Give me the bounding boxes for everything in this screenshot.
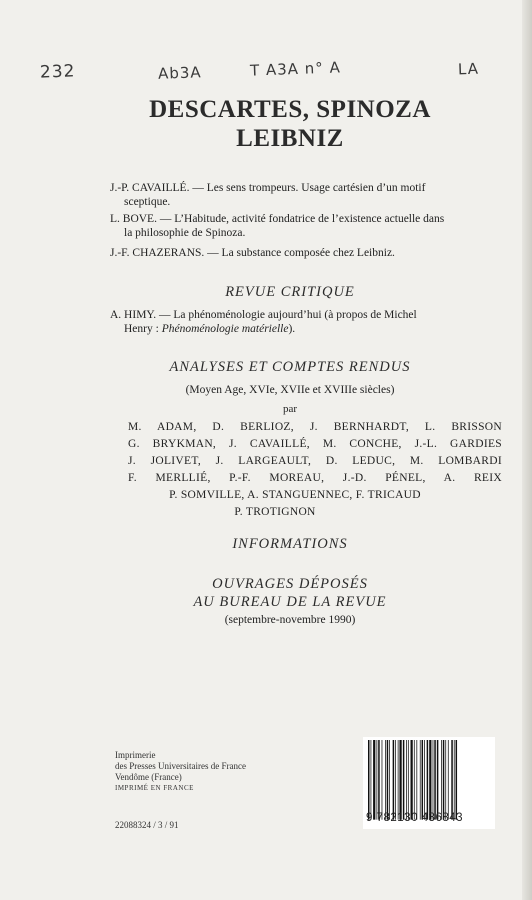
barcode-bar	[443, 740, 445, 820]
imprint-block	[115, 750, 246, 794]
section-heading-analyses: ANALYSES ET COMPTES RENDUS	[169, 359, 411, 375]
ouvrages-dates: (septembre-novembre 1990)	[224, 614, 356, 626]
page-spine-shadow	[522, 0, 532, 900]
barcode-bar	[371, 740, 372, 820]
imprint-line: IMPRIMÉ EN FRANCE	[115, 784, 194, 792]
barcode-bar	[378, 740, 380, 820]
article-entry-cavaille	[110, 181, 488, 209]
critique-book-title: Phénoménologie matérielle	[161, 323, 289, 335]
barcode-bar	[373, 740, 375, 820]
barcode-bar	[399, 740, 401, 820]
barcode-bar	[377, 740, 378, 820]
section-heading-revue-critique: REVUE CRITIQUE	[225, 284, 355, 300]
section-heading-informations: INFORMATIONS	[232, 536, 348, 552]
barcode-bar	[406, 740, 407, 820]
barcode-bar	[387, 740, 389, 820]
barcode-bar	[385, 740, 386, 820]
barcode-bar	[403, 740, 405, 820]
barcode-bar	[456, 740, 458, 820]
isbn-barcode	[366, 740, 492, 822]
barcode-bar	[448, 740, 449, 820]
article-author: J.-F. CHAZERANS.	[110, 247, 205, 259]
section-heading-ouvrages-line-1: OUVRAGES DÉPOSÉS	[212, 576, 368, 592]
barcode-bar	[411, 740, 413, 820]
barcode-bar	[414, 740, 415, 820]
critique-author: A. HIMY.	[110, 309, 157, 321]
critique-text-suffix: ).	[288, 323, 296, 335]
barcode-bar	[441, 740, 442, 820]
barcode-bar	[427, 740, 429, 820]
barcode-bar	[424, 740, 425, 820]
reviewer-names-line: P. TROTIGNON	[234, 506, 316, 518]
barcode-bar	[398, 740, 399, 820]
page-title-line-1: DESCARTES, SPINOZA	[149, 96, 431, 123]
handwritten-note-middle-2: T A3A n° A	[249, 58, 342, 80]
analyses-par: par	[282, 403, 298, 415]
article-author: J.-P. CAVAILLÉ.	[110, 182, 190, 194]
barcode-bar	[429, 740, 431, 820]
barcode-bar	[433, 740, 434, 820]
article-author: L. BOVE.	[110, 213, 157, 225]
critique-entry-himy	[110, 308, 488, 336]
reviewer-names-line: G. BRYKMAN, J. CAVAILLÉ, M. CONCHE, J.-L. GARDIES	[128, 438, 502, 450]
print-code: 22088324 / 3 / 91	[115, 820, 179, 830]
barcode-number: 9 782130 436843	[366, 812, 464, 824]
handwritten-note-right: LA	[457, 59, 480, 79]
imprint-line: Vendôme (France)	[115, 772, 182, 782]
reviewer-names-line: F. MERLLIÉ, P.-F. MOREAU, J.-D. PÉNEL, A. REIX	[128, 472, 502, 484]
article-entry-bove	[110, 212, 488, 240]
barcode-bar	[445, 740, 446, 820]
barcode-bar	[420, 740, 421, 820]
critique-text-prefix: Henry :	[124, 323, 162, 335]
reviewer-names-line: J. JOLIVET, J. LARGEAULT, D. LEDUC, M. LOMBARDI	[128, 455, 502, 467]
article-title: — Les sens trompeurs. Usage cartésien d’un motif	[189, 182, 426, 194]
barcode-bar	[422, 740, 424, 820]
barcode-bar	[434, 740, 436, 820]
page-title-line-2: LEIBNIZ	[236, 125, 344, 152]
article-title-continued: la philosophie de Spinoza.	[124, 227, 246, 239]
barcode-bar	[368, 740, 370, 820]
article-title-continued: sceptique.	[124, 196, 171, 208]
critique-title-continued	[110, 322, 488, 336]
reviewer-names-list	[128, 419, 502, 521]
barcode-bar	[416, 740, 417, 820]
section-heading-ouvrages-line-2: AU BUREAU DE LA REVUE	[193, 594, 387, 610]
barcode-bar	[437, 740, 439, 820]
barcode-bar	[382, 740, 383, 820]
reviewer-names-line: P. SOMVILLE, A. STANGUENNEC, F. TRICAUD	[169, 489, 421, 501]
barcode-bar	[389, 740, 390, 820]
article-title: — La substance composée chez Leibniz.	[204, 247, 395, 259]
barcode-bar	[454, 740, 455, 820]
handwritten-note-232: 232	[39, 61, 76, 83]
article-entry-chazerans	[110, 246, 488, 260]
article-title: — L’Habitude, activité fondatrice de l’existence actuelle dans	[156, 213, 445, 225]
barcode-bar	[393, 740, 395, 820]
reviewer-names-line: M. ADAM, D. BERLIOZ, J. BERNHARDT, L. BRISSON	[128, 421, 502, 433]
barcode-bar	[395, 740, 396, 820]
analyses-period: (Moyen Age, XVIe, XVIIe et XVIIIe siècles)	[185, 384, 395, 396]
barcode-bar	[408, 740, 409, 820]
barcode-bar	[451, 740, 453, 820]
imprint-line: des Presses Universitaires de France	[115, 761, 246, 771]
handwritten-note-middle-1: Ab3A	[157, 63, 202, 83]
critique-title: — La phénoménologie aujourd’hui (à propos de Michel	[156, 309, 417, 321]
imprint-line: Imprimerie	[115, 750, 156, 760]
